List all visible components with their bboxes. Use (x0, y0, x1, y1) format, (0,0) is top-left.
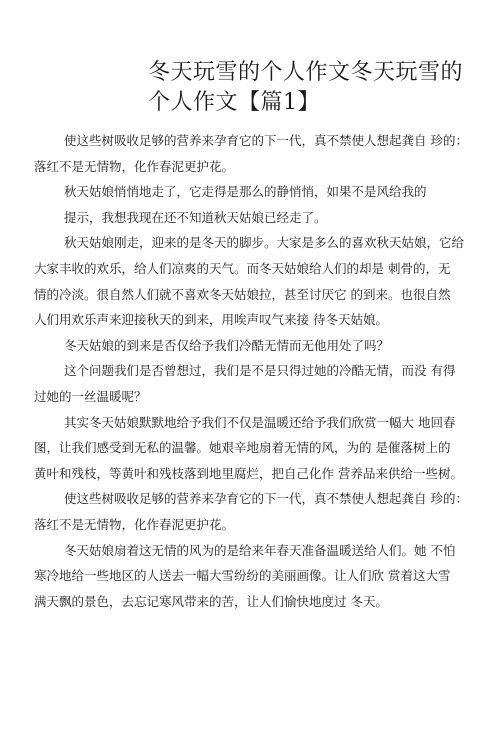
text-line: 落红不是无情物，化作春泥更护花。 (34, 158, 235, 174)
text-line: 秋天姑娘刚走，迎来的是冬天的脚步。大家是多么的喜欢秋天姑娘，它给 (64, 235, 465, 251)
text-line: 冬天姑娘扇着这无情的风为的是给来年春天准备温暖送给人们。她 不怕 (64, 542, 456, 558)
title-line-1: 冬天玩雪的个人作文冬天玩雪的 (148, 60, 464, 85)
text-line: 其实冬天姑娘默默地给予我们不仅是温暖还给予我们欣赏一幅大 地回春 (64, 414, 456, 430)
text-line: 落红不是无情物，化作春泥更护花。 (34, 516, 235, 532)
text-line: 秋天姑娘悄悄地走了，它走得是那么的静悄悄，如果不是风给我的 (64, 184, 427, 200)
text-line: 图，让我们感受到无私的温馨。她艰辛地扇着无情的风，为的 是催落树上的 (34, 440, 451, 456)
text-line: 情的冷淡。很自然人们就不喜欢冬天姑娘拉，甚至讨厌它 的到来。也很自然 (34, 286, 451, 302)
text-line: 大家丰收的欢乐，给人们凉爽的天气。而冬天姑娘给人们的却是 刺骨的，无 (34, 260, 451, 276)
article-body (34, 128, 470, 614)
text-line: 满天飘的景色，去忘记寒风带来的苦，让人们愉快地度过 冬天。 (34, 593, 388, 609)
document-title (148, 58, 468, 118)
text-line: 使这些树吸收足够的营养来孕育它的下一代，真不禁使人想起龚自 珍的： (64, 133, 468, 148)
text-line: 黄叶和残枝，等黄叶和残枝落到地里腐烂，把自己化作 营养品来供给一些树。 (34, 465, 463, 481)
text-line: 这个问题我们是否曾想过，我们是不是只得过她的冷酷无情，而没 有得 (64, 363, 456, 379)
text-line: 提示，我想我现在还不知道秋天姑娘已经走了。 (64, 209, 327, 225)
text-line: 过她的一丝温暖呢？ (34, 388, 147, 404)
title-line-2: 个人作文【篇1】 (148, 90, 320, 115)
text-line: 人们用欢乐声来迎接秋天的到来，用唉声叹气来接 待冬天姑娘。 (34, 312, 388, 328)
text-line: 冬天姑娘的到来是否仅给予我们冷酷无情而无他用处了吗？ (64, 337, 390, 353)
text-line: 使这些树吸收足够的营养来孕育它的下一代，真不禁使人想起龚自 珍的： (64, 491, 468, 507)
text-line: 寒冷地给一些地区的人送去一幅大雪纷纷的美丽画像。让人们欣 赏着这大雪 (34, 568, 451, 584)
